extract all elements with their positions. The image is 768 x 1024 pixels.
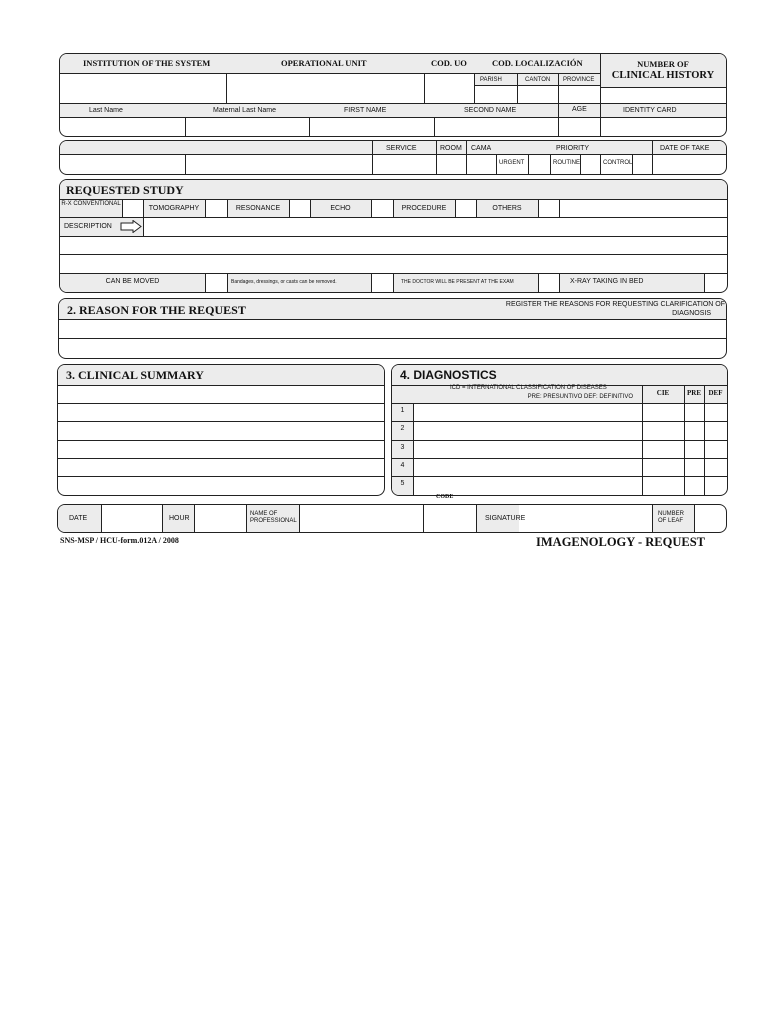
diag-row-number: 5 xyxy=(400,480,405,487)
date-of-take-label: DATE OF TAKE xyxy=(660,145,710,152)
footer-date-field[interactable] xyxy=(102,505,162,532)
procedure-label: PROCEDURE xyxy=(401,205,447,212)
operational-unit-label: OPERATIONAL UNIT xyxy=(281,58,367,68)
rx-conventional-label: R-X CONVENTIONAL xyxy=(61,201,121,207)
footer-date-label: DATE xyxy=(69,515,88,522)
can-be-moved-label: CAN BE MOVED xyxy=(105,278,160,285)
description-field-1[interactable] xyxy=(144,218,727,236)
diagnostics-section xyxy=(391,364,728,496)
pre-def-note: PRE: PRESUNTIVO DEF: DEFINITIVO xyxy=(527,394,633,400)
def-checkbox-column[interactable] xyxy=(705,404,727,495)
cod-uo-label: COD. UO xyxy=(431,58,467,68)
last-name-field[interactable] xyxy=(60,118,185,136)
clinical-summary-title: 3. CLINICAL SUMMARY xyxy=(66,368,204,382)
clinical-summary-field-2[interactable] xyxy=(58,404,384,421)
footer-signature-field[interactable] xyxy=(520,505,652,532)
diagnosis-field[interactable] xyxy=(414,441,642,458)
clinical-summary-field-5[interactable] xyxy=(58,459,384,476)
procedure-checkbox[interactable] xyxy=(456,200,476,217)
footer-professional-field[interactable] xyxy=(300,505,423,532)
parish-field[interactable] xyxy=(475,86,517,103)
diagnosis-field[interactable] xyxy=(414,404,642,421)
province-field[interactable] xyxy=(559,86,600,103)
institution-label: INSTITUTION OF THE SYSTEM xyxy=(83,58,211,68)
footer-leaf-label: NUMBER OF LEAF xyxy=(658,511,685,524)
reason-title: 2. REASON FOR THE REQUEST xyxy=(67,303,246,317)
province-label: PROVINCE xyxy=(563,77,595,83)
diagnostics-title: 4. DIAGNOSTICS xyxy=(400,368,497,382)
cod-uo-field[interactable] xyxy=(425,74,474,103)
clinical-history-field[interactable] xyxy=(601,88,726,103)
first-name-field[interactable] xyxy=(310,118,434,136)
resonance-label: RESONANCE xyxy=(235,205,281,212)
reason-note-line1: REGISTER THE REASONS FOR REQUESTING CLARIFICATION OF xyxy=(505,301,725,308)
identity-card-label: IDENTITY CARD xyxy=(623,107,677,114)
footer-hour-label: HOUR xyxy=(169,515,190,522)
clinical-summary-section xyxy=(57,364,385,496)
routine-checkbox[interactable] xyxy=(581,155,600,174)
cama-label: CAMA xyxy=(471,145,492,152)
clinical-history-label: CLINICAL HISTORY xyxy=(611,70,715,81)
date-of-take-field[interactable] xyxy=(653,155,726,174)
footer-hour-field[interactable] xyxy=(195,505,246,532)
canton-field[interactable] xyxy=(518,86,558,103)
diagnosis-field[interactable] xyxy=(414,422,642,440)
service-field[interactable] xyxy=(373,155,436,174)
description-label: DESCRIPTION xyxy=(64,223,112,230)
service-section xyxy=(59,140,727,175)
last-name-label: Last Name xyxy=(89,107,123,114)
reason-field-1[interactable] xyxy=(59,320,726,338)
service-field-a[interactable] xyxy=(60,155,185,174)
footer-leaf-field[interactable] xyxy=(695,505,726,532)
institution-field[interactable] xyxy=(60,74,226,103)
requested-study-title: REQUESTED STUDY xyxy=(66,183,184,197)
first-name-label: FIRST NAME xyxy=(344,107,387,114)
patient-header-section xyxy=(59,53,727,137)
diagnosis-field[interactable] xyxy=(414,477,642,495)
footer-signature-section xyxy=(57,504,727,533)
age-label: AGE xyxy=(572,106,587,113)
requested-study-section xyxy=(59,179,728,293)
others-checkbox[interactable] xyxy=(539,200,559,217)
icd-note: ICD = INTERNATIONAL CLASSIFICATION OF DISEASES xyxy=(450,385,607,391)
cod-localizacion-label: COD. LOCALIZACIÓN xyxy=(492,58,583,68)
maternal-last-name-field[interactable] xyxy=(186,118,309,136)
form-title: IMAGENOLOGY - REQUEST xyxy=(536,535,706,549)
urgent-checkbox[interactable] xyxy=(529,155,550,174)
reason-field-2[interactable] xyxy=(59,339,726,358)
resonance-checkbox[interactable] xyxy=(290,200,310,217)
reason-section xyxy=(58,298,727,359)
reason-note-line2: DIAGNOSIS xyxy=(672,310,711,317)
doctor-present-checkbox[interactable] xyxy=(539,274,559,292)
second-name-field[interactable] xyxy=(435,118,558,136)
parish-label: PARISH xyxy=(480,77,502,83)
description-field-3[interactable] xyxy=(60,255,727,273)
service-field-b[interactable] xyxy=(186,155,372,174)
def-header: DEF xyxy=(708,389,723,397)
diag-row-number: 3 xyxy=(400,444,405,451)
echo-label: ECHO xyxy=(330,205,351,212)
others-label: OTHERS xyxy=(492,205,522,212)
diagnosis-field[interactable] xyxy=(414,459,642,476)
bandages-checkbox[interactable] xyxy=(372,274,393,292)
cie-header: CIE xyxy=(656,389,670,397)
rx-conventional-checkbox[interactable] xyxy=(123,200,143,217)
pre-header: PRE xyxy=(687,389,701,397)
clinical-summary-field-3[interactable] xyxy=(58,422,384,440)
age-field[interactable] xyxy=(559,118,600,136)
diag-row-number: 2 xyxy=(400,425,405,432)
pre-checkbox-column[interactable] xyxy=(685,404,704,495)
room-label: ROOM xyxy=(440,145,462,152)
others-field[interactable] xyxy=(560,200,727,217)
clinical-summary-field-1[interactable] xyxy=(58,386,384,403)
room-field[interactable] xyxy=(437,155,466,174)
control-checkbox[interactable] xyxy=(633,155,652,174)
cie-code-field[interactable] xyxy=(643,404,684,495)
urgent-label: URGENT xyxy=(499,160,525,166)
cama-field[interactable] xyxy=(467,155,496,174)
second-name-label: SECOND NAME xyxy=(464,107,517,114)
bandages-label: Bandages, dressings, or casts can be removed. xyxy=(231,279,337,285)
footer-signature-label: SIGNATURE xyxy=(485,515,526,522)
doctor-present-label: THE DOCTOR WILL BE PRESENT AT THE EXAM xyxy=(401,279,514,285)
service-label: SERVICE xyxy=(386,145,417,152)
xray-bed-label: X-RAY TAKING IN BED xyxy=(570,278,644,285)
maternal-last-name-label: Maternal Last Name xyxy=(213,107,277,114)
arrow-right-icon xyxy=(120,220,142,238)
diag-row-number: 1 xyxy=(400,407,405,414)
footer-professional-label: NAME OF PROFESSIONAL xyxy=(250,511,297,524)
xray-bed-checkbox[interactable] xyxy=(705,274,727,292)
tomography-label: TOMOGRAPHY xyxy=(148,205,200,212)
routine-label: ROUTINE xyxy=(553,160,580,166)
clinical-summary-field-6[interactable] xyxy=(58,477,384,495)
description-field-2[interactable] xyxy=(60,237,727,254)
canton-label: CANTON xyxy=(525,77,551,83)
footer-code-field[interactable] xyxy=(424,505,476,532)
operational-unit-field[interactable] xyxy=(227,74,424,103)
diag-row-number: 4 xyxy=(400,462,405,469)
identity-card-field[interactable] xyxy=(601,118,726,136)
clinical-summary-field-4[interactable] xyxy=(58,441,384,458)
echo-checkbox[interactable] xyxy=(372,200,393,217)
tomography-checkbox[interactable] xyxy=(206,200,227,217)
control-label: CONTROL xyxy=(603,160,633,166)
priority-label: PRIORITY xyxy=(556,145,590,152)
code-label: CODE xyxy=(436,494,454,500)
form-id: SNS-MSP / HCU-form.012A / 2008 xyxy=(60,536,179,545)
number-of-label: NUMBER OF xyxy=(637,59,689,69)
can-be-moved-checkbox[interactable] xyxy=(206,274,227,292)
